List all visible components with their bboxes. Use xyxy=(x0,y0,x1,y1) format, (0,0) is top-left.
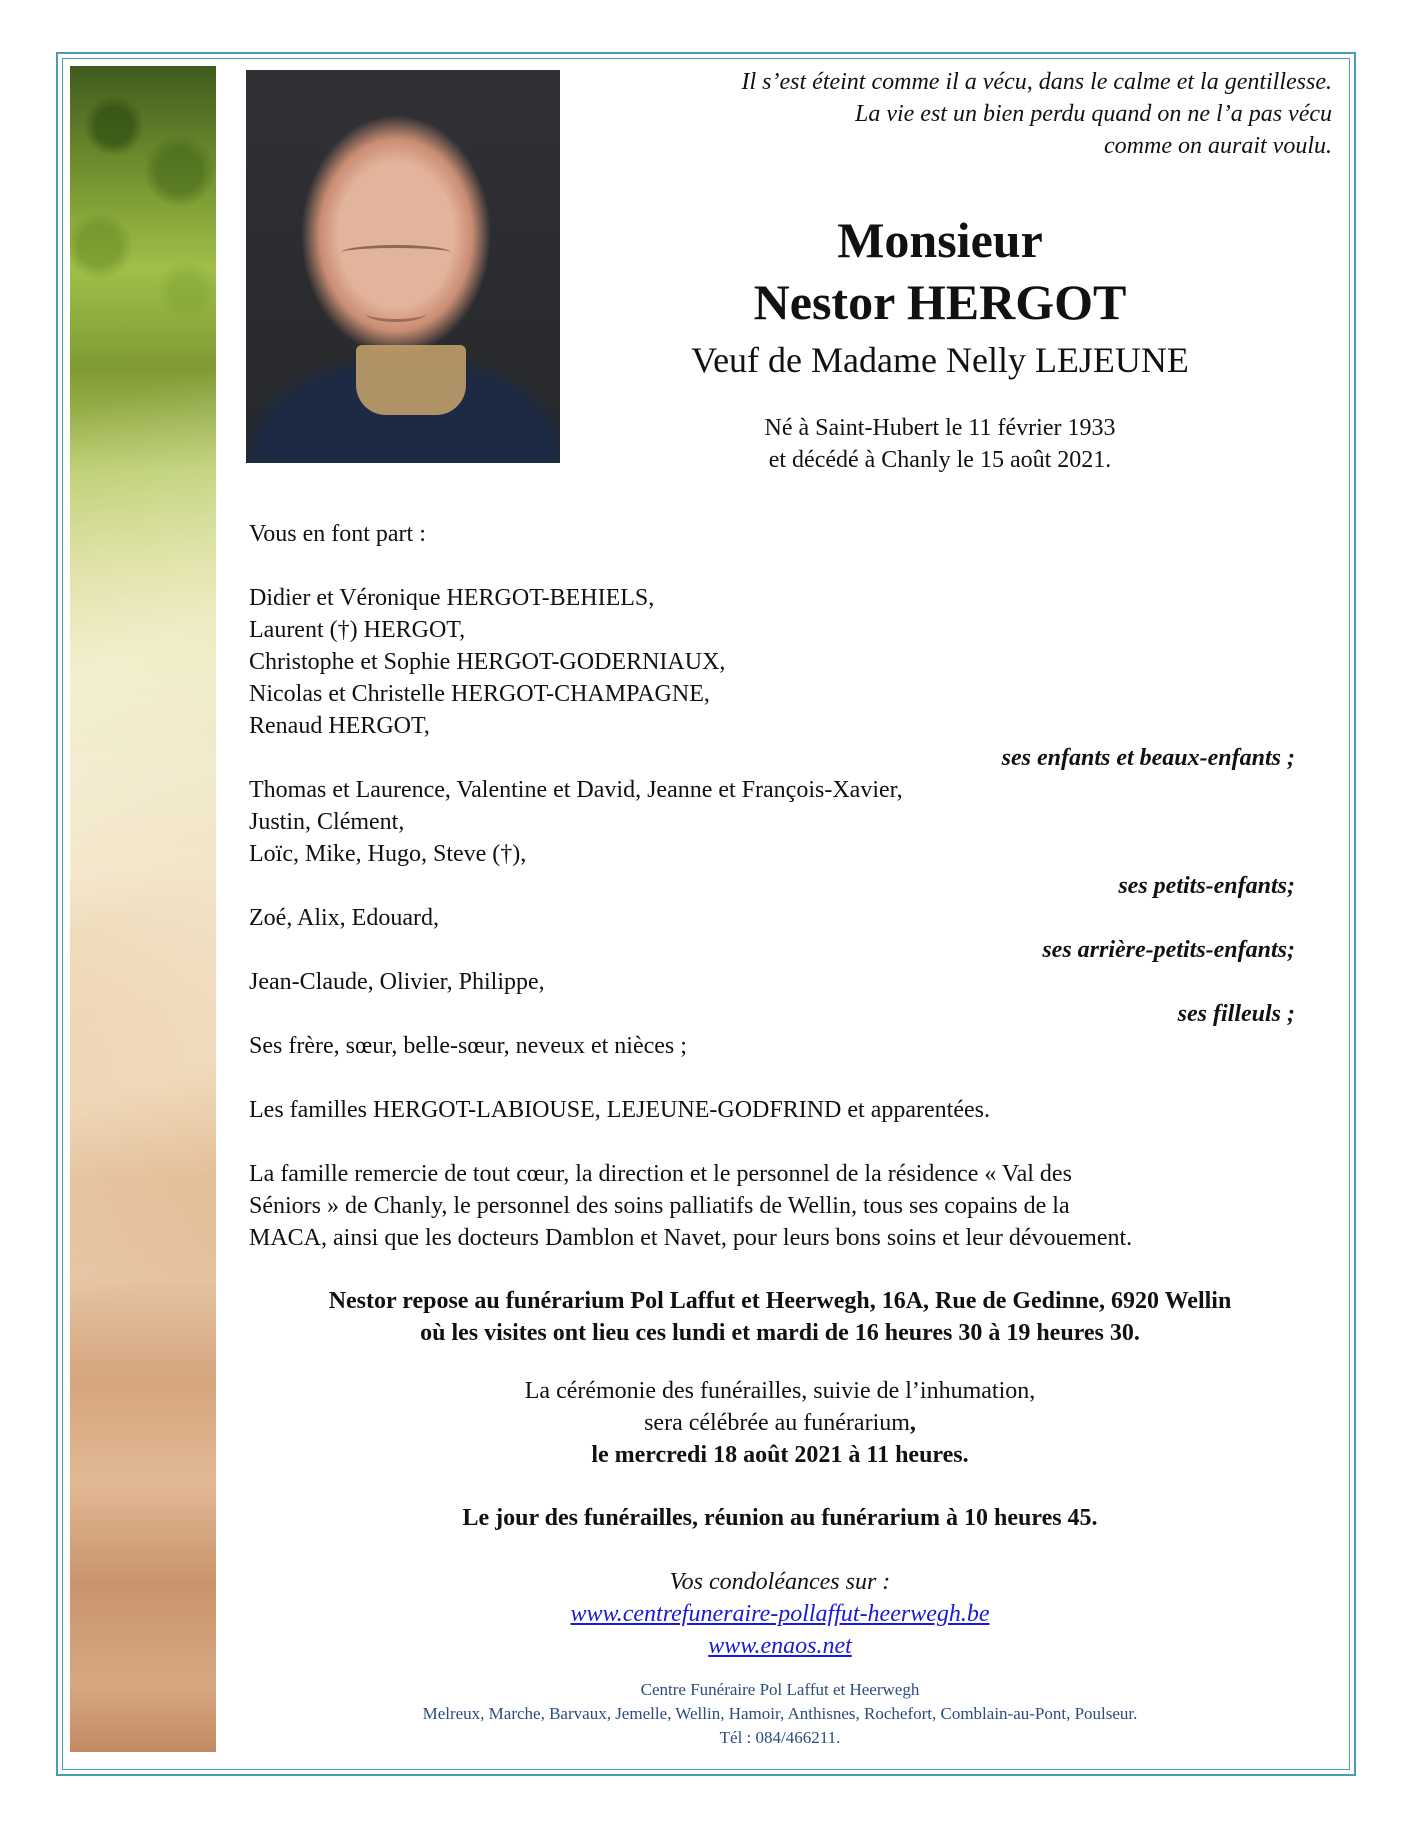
condolences-block xyxy=(230,1566,1330,1662)
thanks-line: La famille remercie de tout cœur, la direction et le personnel de la résidence « Val des xyxy=(249,1161,1072,1187)
ceremony-date: le mercredi 18 août 2021 à 11 heures. xyxy=(591,1442,969,1468)
godchildren-role: ses filleuls ; xyxy=(1177,1001,1295,1027)
footer-phone: Tél : 084/466211. xyxy=(719,1728,841,1747)
portrait-shirt-collar xyxy=(356,345,466,415)
announce-label: Vous en font part : xyxy=(249,521,426,547)
families-entry: Les familles HERGOT-LABIOUSE, LEJEUNE-GODFRIND et apparentées. xyxy=(249,1097,990,1123)
family-announcement xyxy=(249,518,1299,1254)
condolences-link-funeral-home[interactable]: www.centrefuneraire-pollaffut-heerwegh.be xyxy=(570,1601,990,1627)
ceremony-info xyxy=(230,1375,1330,1471)
birth-line: Né à Saint-Hubert le 11 février 1933 xyxy=(764,415,1116,441)
quote-line: La vie est un bien perdu quand on ne l’a pas vécu xyxy=(854,101,1332,127)
ceremony-comma: , xyxy=(909,1410,916,1436)
footer-company-name: Centre Funéraire Pol Laffut et Heerwegh xyxy=(640,1680,920,1699)
grandchild-entry: Thomas et Laurence, Valentine et David, Jeanne et François-Xavier, xyxy=(249,777,903,803)
quote-line: comme on aurait voulu. xyxy=(1104,133,1332,159)
child-entry: Laurent (†) HERGOT, xyxy=(249,617,466,643)
thanks-line: Séniors » de Chanly, le personnel des soins palliatifs de Wellin, tous ses copains de la xyxy=(249,1193,1070,1219)
rest-line: où les visites ont lieu ces lundi et mardi de 16 heures 30 à 19 heures 30. xyxy=(420,1320,1140,1346)
rest-line: Nestor repose au funérarium Pol Laffut et Heerwegh, 16A, Rue de Gedinne, 6920 Wellin xyxy=(328,1288,1232,1314)
deceased-name: Nestor HERGOT xyxy=(753,274,1127,330)
birth-death-dates xyxy=(610,412,1270,476)
grandchild-entry: Loïc, Mike, Hugo, Steve (†), xyxy=(249,841,527,867)
footer-locations: Melreux, Marche, Barvaux, Jemelle, Wellin, Hamoir, Anthisnes, Rochefort, Comblain-au-Pont, Poulseur. xyxy=(422,1704,1138,1723)
condolences-label: Vos condoléances sur : xyxy=(669,1569,891,1595)
deceased-portrait xyxy=(246,70,560,463)
siblings-entry: Ses frère, sœur, belle-sœur, neveux et nièces ; xyxy=(249,1033,687,1059)
quote-line: Il s’est éteint comme il a vécu, dans le calme et la gentillesse. xyxy=(741,69,1332,95)
grandchildren-role: ses petits-enfants; xyxy=(1118,873,1295,899)
child-entry: Christophe et Sophie HERGOT-GODERNIAUX, xyxy=(249,649,726,675)
funeral-home-footer xyxy=(230,1678,1330,1750)
grandchild-entry: Justin, Clément, xyxy=(249,809,405,835)
ceremony-line: La cérémonie des funérailles, suivie de l’inhumation, xyxy=(524,1378,1036,1404)
children-role: ses enfants et beaux-enfants ; xyxy=(1001,745,1295,771)
great-grandchildren-role: ses arrière-petits-enfants; xyxy=(1042,937,1295,963)
death-line: et décédé à Chanly le 15 août 2021. xyxy=(768,447,1112,473)
epitaph-quote xyxy=(572,66,1332,162)
title-honorific: Monsieur xyxy=(837,212,1043,268)
child-entry: Nicolas et Christelle HERGOT-CHAMPAGNE, xyxy=(249,681,710,707)
meeting-info: Le jour des funérailles, réunion au funérarium à 10 heures 45. xyxy=(462,1505,1098,1531)
tree-foliage-overlay xyxy=(70,66,216,366)
thanks-line: MACA, ainsi que les docteurs Damblon et Navet, pour leurs bons soins et leur dévouement. xyxy=(249,1225,1133,1251)
portrait-eyes xyxy=(341,245,451,260)
child-entry: Renaud HERGOT, xyxy=(249,713,430,739)
godchildren-entry: Jean-Claude, Olivier, Philippe, xyxy=(249,969,545,995)
funeral-home-info xyxy=(230,1285,1330,1349)
ceremony-line: sera célébrée au funérarium xyxy=(644,1410,910,1436)
widower-of: Veuf de Madame Nelly LEJEUNE xyxy=(691,340,1189,380)
child-entry: Didier et Véronique HERGOT-BEHIELS, xyxy=(249,585,655,611)
portrait-mouth xyxy=(366,305,426,322)
great-grandchildren-entry: Zoé, Alix, Edouard, xyxy=(249,905,439,931)
condolences-link-enaos[interactable]: www.enaos.net xyxy=(708,1633,852,1659)
